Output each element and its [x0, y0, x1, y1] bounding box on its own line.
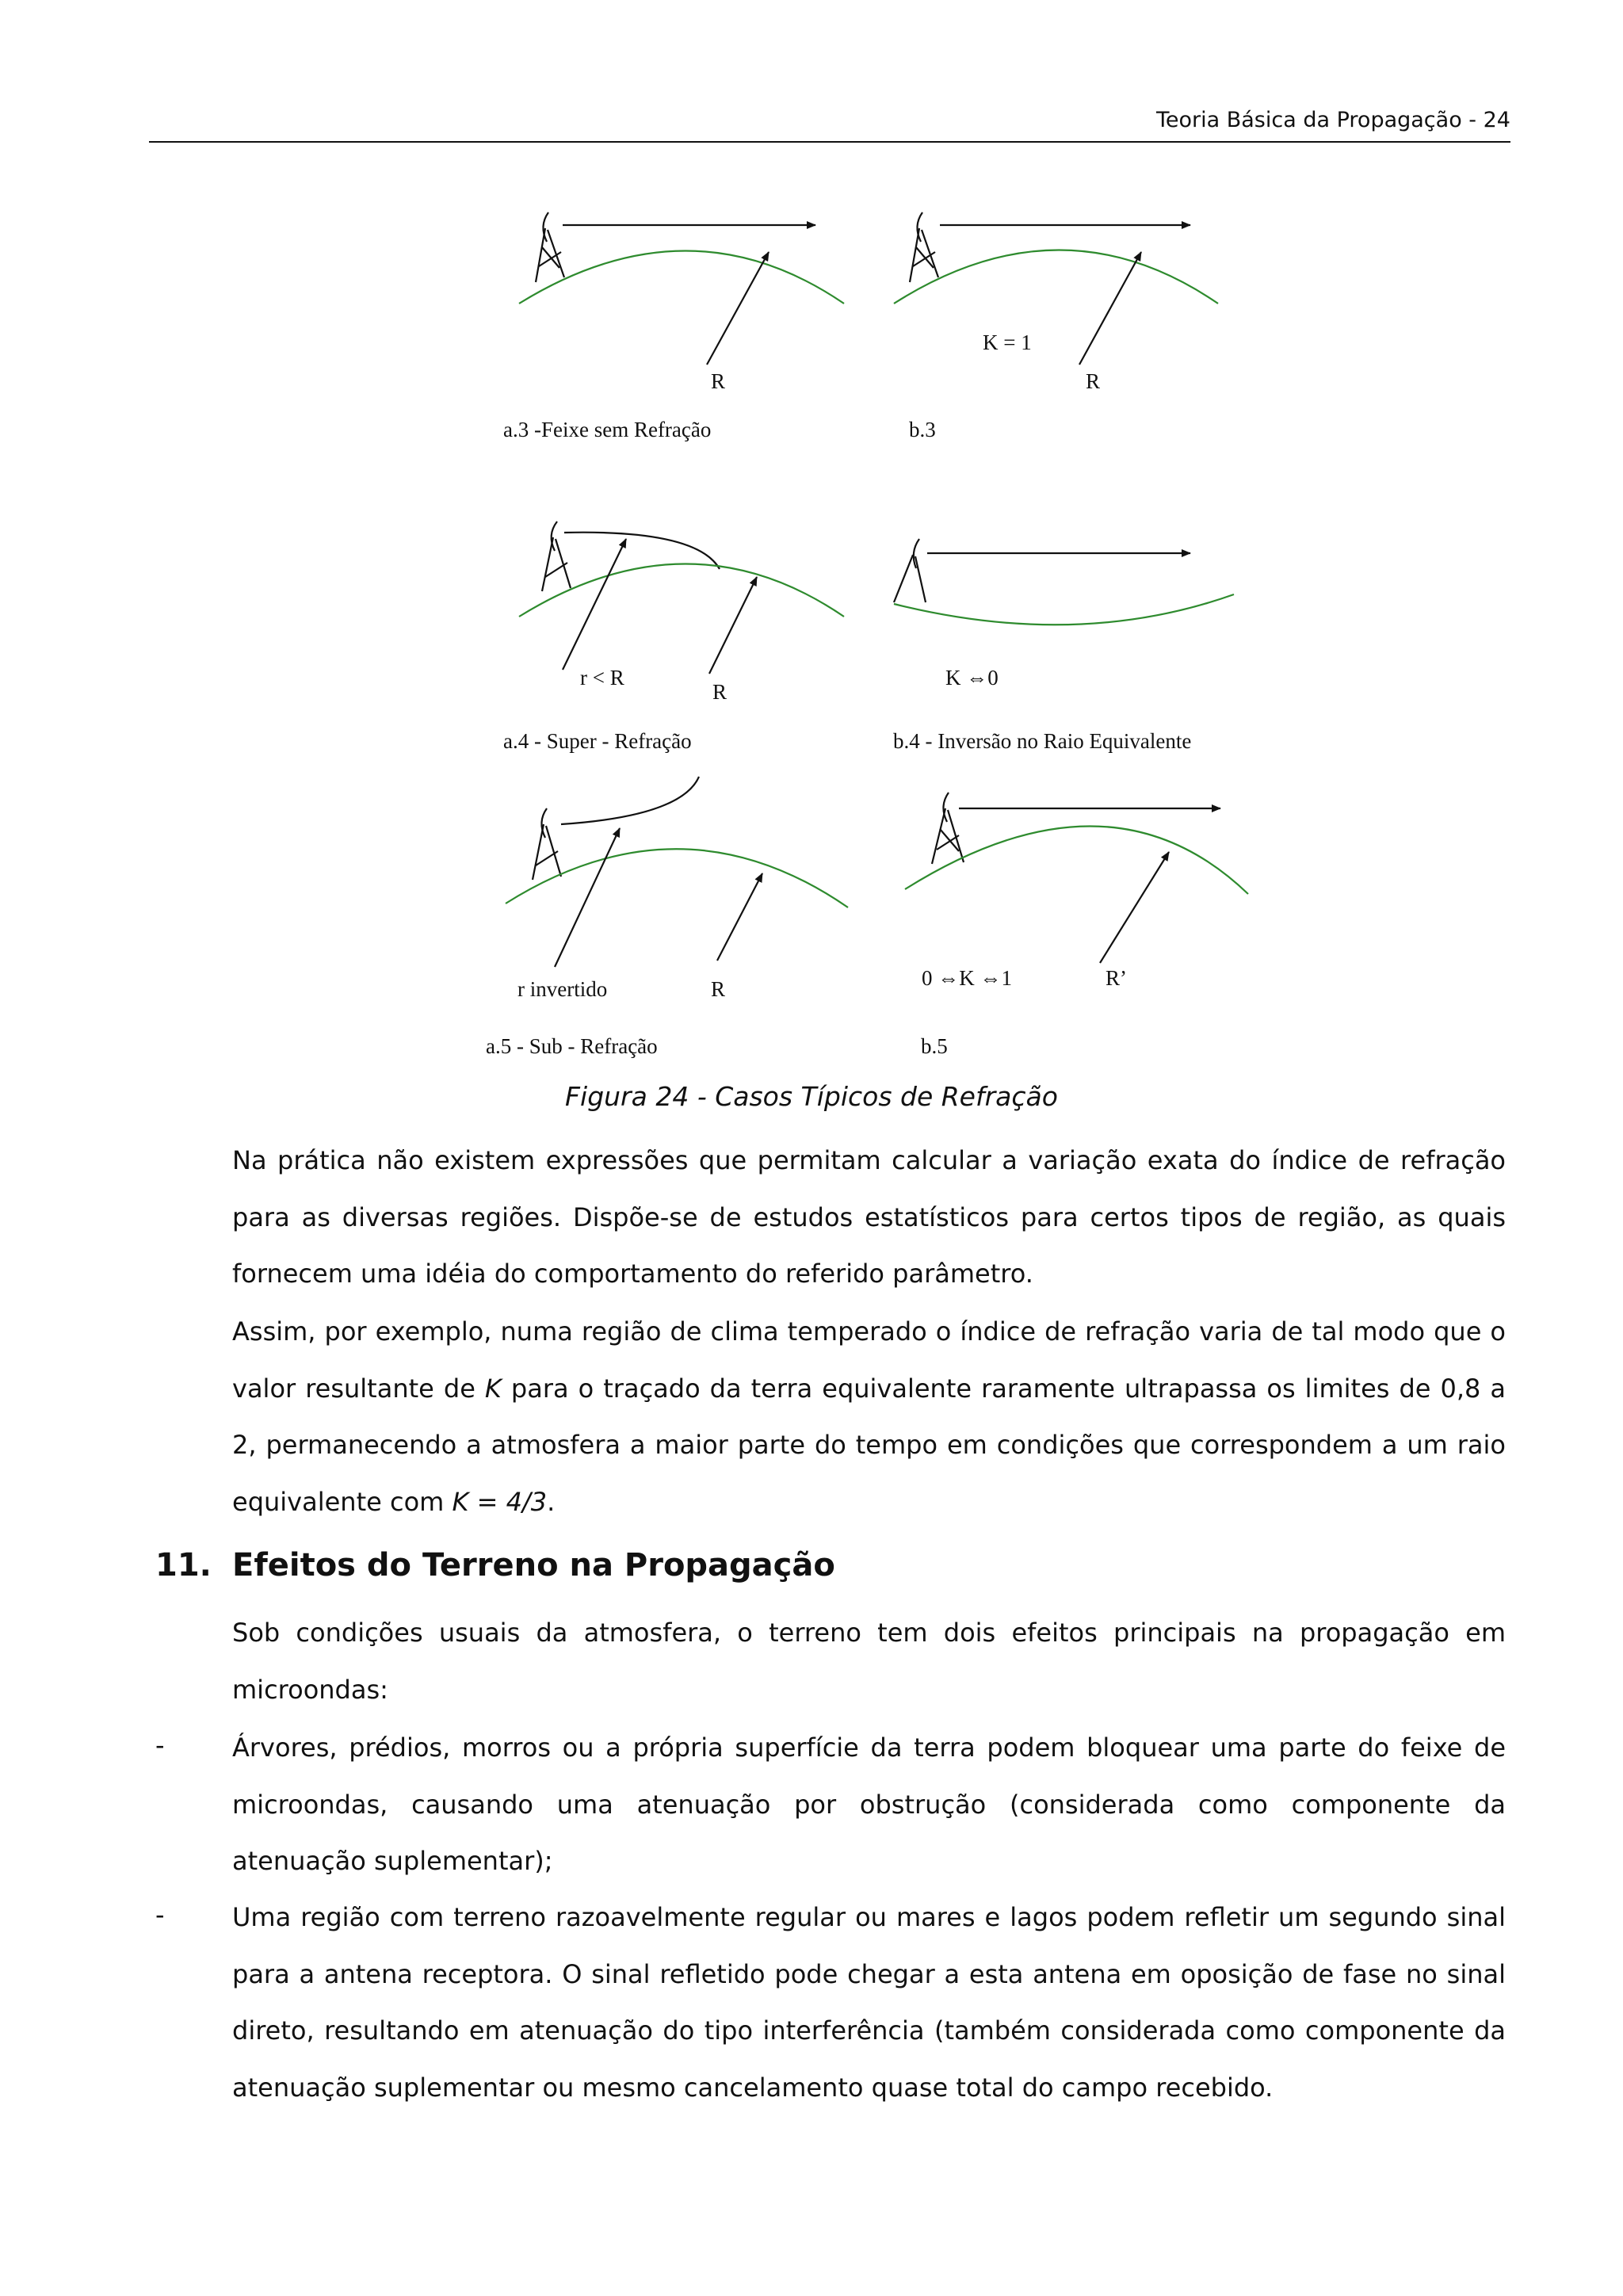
b3-r-label: R — [1086, 369, 1101, 393]
p2-text-1: Assim, por exemplo, numa região de clima temperado o índice de refração varia de tal modo que o valor resultante de — [232, 1316, 1506, 1404]
radius-arrow — [1079, 252, 1141, 365]
earth-arc — [894, 250, 1218, 304]
curved-beam — [561, 777, 699, 824]
antenna-tower-icon — [533, 808, 561, 880]
antenna-tower-icon — [894, 539, 926, 602]
b3-k-label: K = 1 — [983, 330, 1032, 354]
panel-a3-diagram — [519, 212, 844, 365]
b4-caption: b.4 - Inversão no Raio Equivalente — [893, 729, 1192, 753]
radius-arrow — [707, 252, 769, 365]
section-number: 11. — [155, 1547, 212, 1584]
panel-b4-diagram — [894, 539, 1234, 625]
refraction-cases-figure — [0, 0, 1623, 1062]
p2-k-symbol: K — [484, 1373, 502, 1404]
panel-b3-diagram — [894, 212, 1218, 365]
b4-k-label: K ⇔0 — [945, 666, 999, 690]
bullet-item-2: Uma região com terreno razoavelmente regular ou mares e lagos podem refletir um segundo sinal para a antena receptora. O sinal refletido pode chegar a esta antena em oposição de fase no sinal direto, resultando em atenuação do tipo interferência (também considerada como componente da atenuação suplementar ou mesmo cancelamento quase total do campo recebido. — [232, 1902, 1506, 2103]
section-intro: Sob condições usuais da atmosfera, o terreno tem dois efeitos principais na propagação em microondas: — [232, 1618, 1506, 1705]
antenna-tower-icon — [910, 212, 938, 282]
p2-formula: K = 4/3 — [452, 1486, 548, 1517]
bullet-marker: - — [155, 1730, 165, 1760]
a4-r-label: R — [712, 680, 727, 704]
a5-caption: a.5 - Sub - Refração — [486, 1034, 658, 1058]
p2-end: . — [547, 1486, 556, 1517]
antenna-tower-icon — [536, 212, 564, 282]
figure-caption: Figura 24 - Casos Típicos de Refração — [565, 1081, 1058, 1112]
running-title: Teoria Básica da Propagação - 24 — [1155, 108, 1510, 132]
section-title: Efeitos do Terreno na Propagação — [232, 1547, 835, 1584]
small-r-arrow — [555, 828, 620, 967]
paragraph-1: Na prática não existem expressões que permitam calcular a variação exata do índice de refração para as diversas regiões. Dispõe-se de estudos estatísticos para certos tipos de região, as quais fornecem uma idéia do comportamento do referido parâmetro. — [232, 1145, 1506, 1289]
b5-r-label: R’ — [1106, 966, 1127, 990]
radius-arrow — [717, 873, 762, 961]
panel-a5-diagram — [506, 777, 848, 967]
bullet-marker: - — [155, 1900, 165, 1930]
radius-arrow — [709, 577, 757, 674]
earth-arc — [506, 849, 848, 907]
b3-caption: b.3 — [909, 418, 936, 441]
a5-r-label: R — [711, 977, 726, 1001]
a5-small-r-label: r invertido — [517, 977, 608, 1001]
small-r-arrow — [563, 539, 626, 670]
b5-k-label: 0 ⇔K ⇔1 — [922, 966, 1012, 990]
earth-arc — [519, 251, 844, 304]
b5-caption: b.5 — [921, 1034, 948, 1058]
p2-text-2: para o traçado da terra equivalente raramente ultrapassa os limites de 0,8 a 2, permanecendo a atmosfera a maior parte do tempo em condições que correspondem a um raio equivalente com — [232, 1373, 1507, 1517]
section-heading — [155, 1547, 835, 1584]
paragraph-2 — [232, 1304, 1506, 1530]
a4-small-r-label: r < R — [580, 666, 624, 690]
earth-arc — [519, 564, 844, 617]
panel-b5-diagram — [905, 793, 1248, 963]
earth-arc — [894, 594, 1234, 625]
antenna-tower-icon — [932, 793, 964, 864]
a3-r-label: R — [711, 369, 726, 393]
a4-caption: a.4 - Super - Refração — [503, 729, 692, 753]
radius-arrow — [1100, 852, 1169, 963]
panel-a4-diagram — [519, 521, 844, 674]
a3-caption: a.3 -Feixe sem Refração — [503, 418, 712, 441]
bullet-item-1: Árvores, prédios, morros ou a própria superfície da terra podem bloquear uma parte do feixe de microondas, causando uma atenuação por obstrução (considerada como componente da atenuação suplementar); — [232, 1733, 1506, 1876]
